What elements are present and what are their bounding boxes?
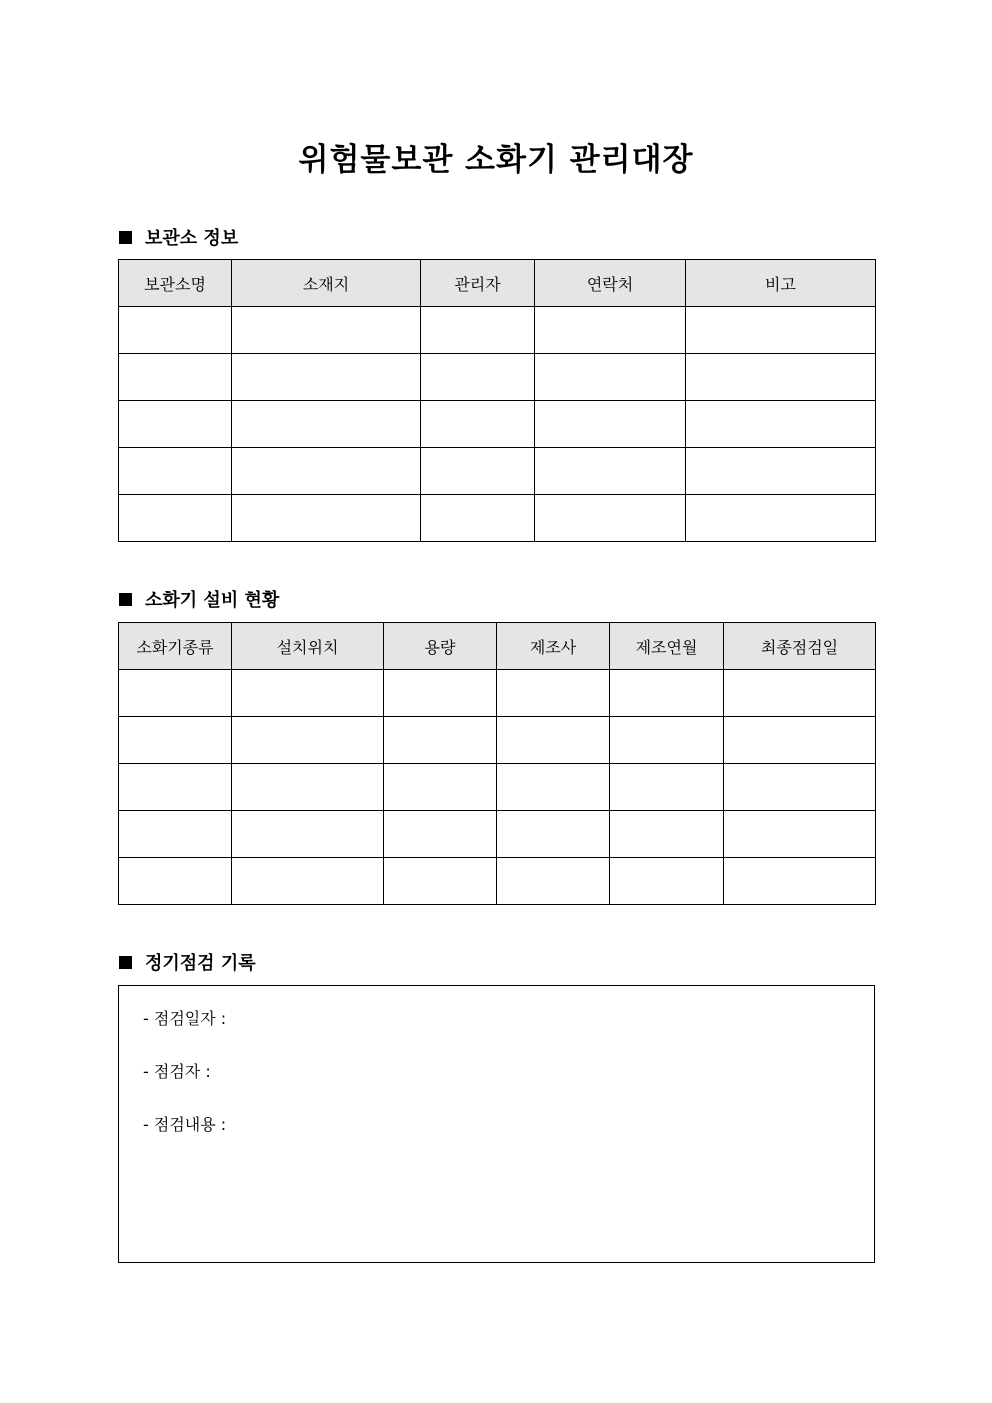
table-cell[interactable]	[421, 354, 535, 401]
table-cell[interactable]	[535, 401, 686, 448]
table-cell[interactable]	[421, 495, 535, 542]
table-cell[interactable]	[686, 354, 876, 401]
table-cell[interactable]	[497, 764, 610, 811]
table-cell[interactable]	[119, 307, 232, 354]
table-row	[119, 448, 876, 495]
table-cell[interactable]	[686, 401, 876, 448]
section-heading-label: 보관소 정보	[145, 228, 239, 249]
table-cell[interactable]	[610, 764, 724, 811]
table-cell[interactable]	[535, 354, 686, 401]
table-cell[interactable]	[497, 670, 610, 717]
equipment-table	[118, 622, 876, 905]
section-heading-label: 정기점검 기록	[145, 953, 256, 974]
table-cell[interactable]	[119, 670, 232, 717]
table-cell[interactable]	[232, 717, 384, 764]
table-cell[interactable]	[232, 495, 421, 542]
table-cell[interactable]	[232, 401, 421, 448]
table-cell[interactable]	[535, 307, 686, 354]
column-header: 보관소명	[119, 260, 232, 307]
table-cell[interactable]	[232, 811, 384, 858]
table-row	[119, 811, 876, 858]
column-header: 제조사	[497, 623, 610, 670]
table-cell[interactable]	[497, 858, 610, 905]
table-row	[119, 495, 876, 542]
table-cell[interactable]	[384, 670, 497, 717]
table-cell[interactable]	[497, 717, 610, 764]
square-bullet-icon	[119, 956, 132, 969]
column-header: 용량	[384, 623, 497, 670]
column-header: 소화기종류	[119, 623, 232, 670]
table-cell[interactable]	[384, 764, 497, 811]
table-cell[interactable]	[686, 307, 876, 354]
table-cell[interactable]	[232, 858, 384, 905]
table-cell[interactable]	[232, 764, 384, 811]
table-cell[interactable]	[535, 448, 686, 495]
table-cell[interactable]	[119, 448, 232, 495]
table-cell[interactable]	[610, 717, 724, 764]
table-row	[119, 717, 876, 764]
table-row	[119, 670, 876, 717]
page-title: 위험물보관 소화기 관리대장	[298, 142, 694, 178]
table-cell[interactable]	[724, 670, 876, 717]
table-cell[interactable]	[232, 307, 421, 354]
column-header: 설치위치	[232, 623, 384, 670]
table-cell[interactable]	[384, 811, 497, 858]
column-header: 비고	[686, 260, 876, 307]
table-cell[interactable]	[232, 670, 384, 717]
table-cell[interactable]	[724, 858, 876, 905]
table-cell[interactable]	[724, 717, 876, 764]
table-cell[interactable]	[686, 448, 876, 495]
table-cell[interactable]	[610, 811, 724, 858]
section-heading-equipment	[119, 586, 279, 612]
section-heading-inspection	[119, 949, 256, 975]
table-cell[interactable]	[119, 401, 232, 448]
table-row	[119, 307, 876, 354]
table-cell[interactable]	[535, 495, 686, 542]
storage-table	[118, 259, 876, 542]
square-bullet-icon	[119, 231, 132, 244]
table-cell[interactable]	[384, 717, 497, 764]
section-heading-storage	[119, 224, 238, 250]
table-header-row	[119, 623, 876, 670]
table-cell[interactable]	[119, 354, 232, 401]
table-cell[interactable]	[232, 354, 421, 401]
table-cell[interactable]	[724, 764, 876, 811]
table-cell[interactable]	[724, 811, 876, 858]
column-header: 최종점검일	[724, 623, 876, 670]
table-cell[interactable]	[119, 858, 232, 905]
table-cell[interactable]	[686, 495, 876, 542]
table-cell[interactable]	[384, 858, 497, 905]
column-header: 연락처	[535, 260, 686, 307]
table-cell[interactable]	[421, 401, 535, 448]
table-cell[interactable]	[119, 764, 232, 811]
table-cell[interactable]	[610, 670, 724, 717]
table-cell[interactable]	[119, 495, 232, 542]
table-cell[interactable]	[421, 307, 535, 354]
column-header: 관리자	[421, 260, 535, 307]
inspection-content-line: - 점검내용 :	[143, 1115, 227, 1134]
table-cell[interactable]	[119, 717, 232, 764]
column-header: 제조연월	[610, 623, 724, 670]
table-header-row	[119, 260, 876, 307]
inspector-line: - 점검자 :	[143, 1062, 211, 1081]
table-cell[interactable]	[497, 811, 610, 858]
table-cell[interactable]	[119, 811, 232, 858]
table-cell[interactable]	[610, 858, 724, 905]
square-bullet-icon	[119, 593, 132, 606]
table-row	[119, 354, 876, 401]
table-cell[interactable]	[421, 448, 535, 495]
inspection-record-box[interactable]	[118, 985, 875, 1263]
table-cell[interactable]	[232, 448, 421, 495]
section-heading-label: 소화기 설비 현황	[145, 590, 280, 611]
inspection-date-line: - 점검일자 :	[143, 1009, 227, 1028]
table-row	[119, 764, 876, 811]
table-row	[119, 401, 876, 448]
column-header: 소재지	[232, 260, 421, 307]
table-row	[119, 858, 876, 905]
